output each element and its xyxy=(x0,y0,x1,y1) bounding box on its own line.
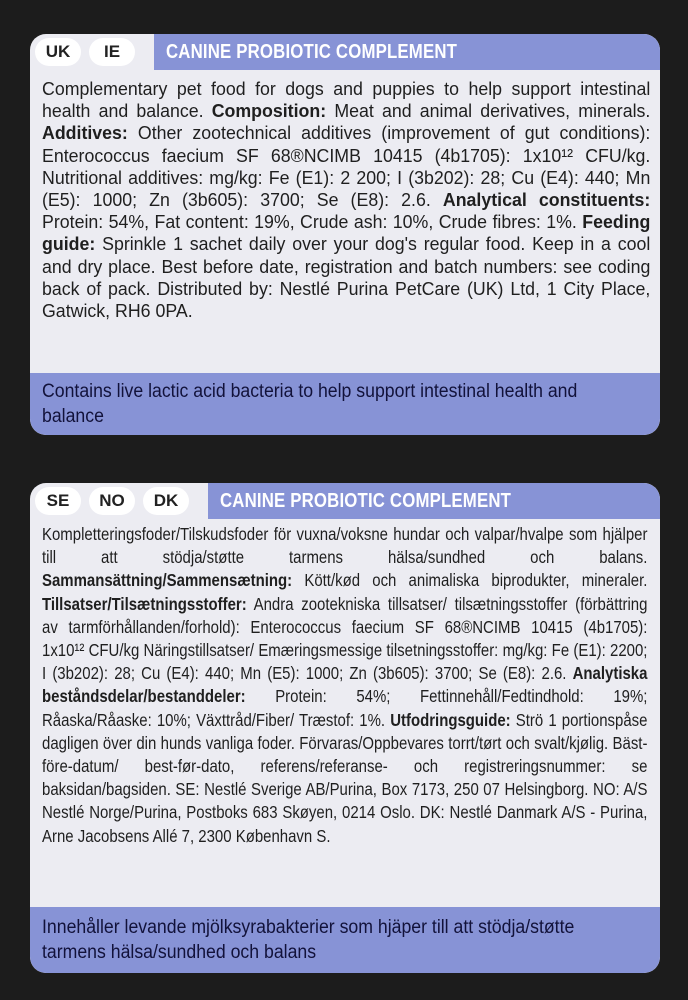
label-body-text xyxy=(42,78,650,322)
probiotic-note-bar xyxy=(30,907,660,973)
section-heading: Composition: xyxy=(211,100,327,122)
body-segment: Protein: 54%; Fettinnehåll/Fedtindhold: 19%; Råaska/Råaske: 10%; Växttråd/Fiber/ Træstof: 1%. xyxy=(42,686,648,730)
section-heading: Sammansättning/Sammensætning: xyxy=(42,570,293,591)
probiotic-note: Contains live lactic acid bacteria to help support intestinal health and balance xyxy=(42,381,578,427)
language-badge-se: SE xyxy=(35,487,81,515)
section-heading: Feeding guide: xyxy=(42,211,651,255)
language-badge-no: NO xyxy=(89,487,135,515)
language-badges xyxy=(35,38,135,66)
panel-header xyxy=(30,34,660,70)
probiotic-note: Innehåller levande mjölksyrabakterier som hjäper till att stödja/støtte tarmens hälsa/sundhed och balans xyxy=(42,917,575,963)
body-segment: Kompletteringsfoder/Tilskudsfoder för vuxna/voksne hundar och valpar/hvalpe som hjälper till att stödja/støtte tarmens hälsa/sundhed och balans. xyxy=(42,524,648,568)
product-title: CANINE PROBIOTIC COMPLEMENT xyxy=(220,490,512,512)
body-segment: Other zootechnical additives (improvement of gut conditions): Enterococcus faecium SF 68®NCIMB 10415 (4b1705): 1x10¹² CFU/kg. Nutritional additives: mg/kg: Fe (E1): 2 200; I (3b202): 28; Cu (E4): 440; Mn (E5): 1000; Zn (3b605): 3700; Se (E8): 2.6. xyxy=(42,122,651,211)
probiotic-note-bar xyxy=(30,373,660,435)
language-badge-uk: UK xyxy=(35,38,81,66)
label-body-content xyxy=(42,78,650,322)
product-title-bar xyxy=(154,34,660,70)
body-segment: Strö 1 portionspåse dagligen över din hunds vanliga foder. Förvaras/Oppbevares torrt/tørt och svalt/kjølig. Bäst-före-datum/ best-før-dato, referens/referanse- och registreringsnummer: se baksidan/bagsiden. SE: Nestlé Sverige AB/Purina, Box 7173, 250 07 Helsingborg. NO: A/S Nestlé Norge/Purina, Postboks 683 Skøyen, 0214 Oslo. DK: Nestlé Danmark A/S - Purina, Arne Jacobsens Allé 7, 2300 København S. xyxy=(42,709,648,846)
label-body-content xyxy=(42,523,647,848)
body-segment: Sprinkle 1 sachet daily over your dog's regular food. Keep in a cool and dry place. Best before date, registration and batch numbers: see coding back of pack. Distributed by: Nestlé Purina PetCare (UK) Ltd, 1 City Place, Gatwick, RH6 0PA. xyxy=(42,233,651,322)
language-badge-ie: IE xyxy=(89,38,135,66)
body-segment: Andra zootekniska tillsatser/ tilsætningsstoffer (förbättring av tarmförhållanden/forhold): Enterococcus faecium SF 68®NCIMB 10415 (4b1705): 1x10¹² CFU/kg Näringstillsatser/ Emæringsmessige tilsetningsstoffer: mg/kg: Fe (E1): 2200; I (3b202): 28; Cu (E4): 440; Mn (E5): 1000; Zn (3b605): 3700; Se (E8): 2.6. xyxy=(42,593,648,684)
body-segment: Kött/kød och animaliska biprodukter, mineraler. xyxy=(292,570,648,591)
product-title-bar xyxy=(208,483,660,519)
label-panel-uk-ie xyxy=(30,34,660,435)
language-badges xyxy=(35,487,189,515)
label-body-text xyxy=(42,523,650,848)
language-badge-dk: DK xyxy=(143,487,189,515)
body-segment: Protein: 54%, Fat content: 19%, Crude ash: 10%, Crude fibres: 1%. xyxy=(42,211,583,233)
section-heading: Tillsatser/Tilsætningsstoffer: xyxy=(42,593,247,614)
body-segment: Complementary pet food for dogs and puppies to help support intestinal health and balance. xyxy=(42,78,651,122)
section-heading: Analytical constituents: xyxy=(442,189,651,211)
section-heading: Utfodringsguide: xyxy=(390,709,511,730)
product-title: CANINE PROBIOTIC COMPLEMENT xyxy=(166,41,458,63)
label-panel-se-no-dk xyxy=(30,483,660,973)
panel-header xyxy=(30,483,660,519)
section-heading: Additives: xyxy=(42,122,128,144)
section-heading: Analytiska beståndsdelar/bestanddeler: xyxy=(42,663,648,707)
body-segment: Meat and animal derivatives, minerals. xyxy=(326,100,651,122)
